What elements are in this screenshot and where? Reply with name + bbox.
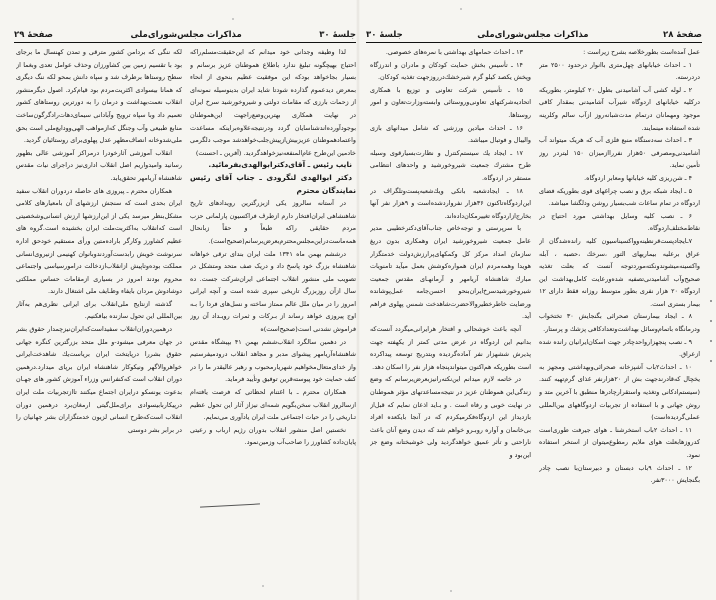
paragraph: درششم بهمن ماه ۱۳۴۱ ملت ایران بندای ترقی خواهانه شاهنشاه بزرگ خود پاسخ داد و دریک صف متحد ومتشکل در تصویب ملی منشور انقلاب اجتماعی ایران‌شرکت جست. ده سال ازآن روزبزرگ تاریخی سپری شده است و آنچه ایرانی امروز را در میان ملل عالم ممتاز ساخته و نسل‌های فردا را بـه اوج پیروزی خواهد رساند از بـرکات و ثمرات رویـداد آن روز فراموش نشدنی است(صحیح‌است)ه [190, 249, 356, 334]
list-item: ۱۰ ـ احداث۲باب آشپزخانه صحرائی‌وبهداشتی ومجهز به یخچال که‌قادرند‌جهت بش از ۲۰هزار‌نفر غذای گرم‌تهیه کنند. (سیستم‌ادکانی وتغذیه واستقرارچادرها منطبق با آخرین متد و روش جهانی و با استفاده از تجربیات اردوگاههای بین‌المللی عملی‌گردیده‌است) [539, 362, 700, 422]
paragraph: درهمین‌دوران‌انقلاب سفیداست‌که‌ایران‌نیزچمدار حقوق بشر در جهان معرفی میشود-و ملل متحد بزرگترین کنگره جهانی حقوق بشررا درپایتخت ایران بریاست‌یك شاهدخت‌ایرانی خواهروالاگهر ونیکوکار شاهنشاه ایران برپای میدارد.درهمین دوران انقلاب است که‌کنفرانس وزراء آموزش کشور های جهـان بدعوت یونسکو درایران اجتماع میکنند تاازتجربیات ملت ایران درپیکاربابیسوادی برای‌ملل‌گیتی ارمغان‌برد درهمین دوران انقلاب است‌که‌طرح انسانی لزیون خدمتگزاران بشر جهانیان را در برابر بشر دوستی [16, 325, 182, 434]
running-title: مذاکرات مجلس‌شورای‌ملی [130, 30, 242, 40]
paragraph: گذشته ازنتایج ملی‌انقلاب برای ایرانی نظری‌هم به‌آثار بین‌المللی این تحول سازنده بیافکنیم. [16, 299, 182, 321]
paragraph: با سرپرستی و توجه‌خاص جناب‌آقای‌دکترخطیبی مدیر عامل جمعیت شیروخورشید ایران وهمکاری بدون دریغ سازمان امداد مرکز کل وکمکهای‌پرارزش‌دولت خدمتگزار هویدا وهمه‌مردم ایران همواره‌کوشش بعمل میآید تامنویات مبارك شاهنشاه آریامهر و آرمانهـای مقدس جمعیت شیروخورشیدسرخ‌ایران‌بنحو احسن‌جامه عمل‌پوشانده ورضایت خاطرخطیروالاحضرت‌شاهدخت شمس پهلوی فراهم آید. [370, 224, 531, 321]
margin-marks [710, 300, 712, 362]
column-right [539, 46, 700, 570]
session-number: جلسهٔ ۳۰ [366, 30, 403, 40]
paragraph: آنچه باعث خوشحالی و افتخار هرایرانی‌میگردد آنست‌که بدانیم این اردوگاه در عرض مدتی کمتر از یکهفته جهت پذیرش ششهزار نفر آماده‌گردیده وبتدریج توسعه پیداکرده است بطوریکه هم‌اکنون میتواندپنجاه هزار نفر را اسکان دهد. [370, 325, 531, 371]
column-right [190, 46, 356, 570]
paragraph: همکاران محترم ـ پیروزی های حاصله دردوران انقلاب سفید ایران بحدی است که سنجش ارزشهای آن بامعیارهای کلامی مشکل‌بنظر میرسد یکی از این‌ارزشها ارزش انسانی‌وشخصیتی است که‌انقلاب به‌اکثریت‌ملت ایران بخشیده است.گروه های عظیم کشاورز وکارگر باراده‌متین ورأی مستقیم خودحق اداره سرنوشت خویش رابدست‌آوردندوبانوان کهنیمی ازنیروی‌انسانی مملکت بوده‌وتاپیش ازانقلاب‌ازدخالت درامورسیاسی واجتماعی محروم بودند امروز در بسیاری ازمقامات حساس مملکتی دوشادوش مردان بایفاء وظـایف ملی اشتغال دارند. [16, 186, 182, 296]
list-item: ۸ ـ ایجاد بیمارستان صحرائی بگنجایش ۳۰ تختخواب ودرمانگاه باتمام‌وسائل بهداشت‌وتعدادکافی پزشك و پرستار. [539, 312, 700, 334]
paragraph: لکه ننگی که بردامن کشور مترقی و تمدن کهنسال ما برجای بود با تقسیم زمین بین کشاورزان وحذف عوامل تعدی وبغما از سطح روستاها برطرف شد و سپاه دانش بمحو لکه ننگ دیگری که همانا بیسوادی اکثریت‌مردم بود قیام‌کرد. اصول دیگرمنشور انقلاب نعمت‌بهداشت و درمان را به دورترین روستاهای کشور تعمیم داد وبا سپاه ترویج وآبادانی سیمای‌دهات‌رادگرگون‌ساخت منابع طبیعی وآب وجنگل که‌ازمواهب الهی‌وودایع‌ملی است بحق ملی‌شدوخانه انصاف‌مظهر عدل پهلوی‌برای روستائیان گردید. [16, 48, 182, 145]
page-number: صفحهٔ ۲۹ [14, 30, 53, 40]
list-item: ۶ ـ نصب کلیه وسایل بهداشتی مورد احتیاج در نقاط‌مختلف‌اردوگاه. [539, 211, 700, 233]
scan-speck [262, 585, 264, 587]
list-item: ۴ ـ شن‌ریزی کلیه خیابانها ومعابر اردوگاه. [584, 173, 692, 182]
page-28 [358, 0, 716, 600]
list-item: ۱۸ ـ ایجادشعبه بانکی ویك‌شعبه‌پست‌وتلگراف در این‌اردوگاه‌تاکنون ۳۶هزار نفروارد‌شده‌است و ۹هزار نفر آنها بخارج‌ازاردوگاه تغییرمکان‌داده‌اند. [370, 186, 531, 220]
paragraph: در خاتمه لازم میدانم این‌نکته‌رانیزبعرض‌برسانم که وضع زندگی‌این هموطنان عزیز در نتیجه‌مساعدتهای مؤثر هموطنان در نهایت خوبی و رفاه است . و بـاید اذعان نمایم که قبل‌از بازدیداز این اردوگاه‌فکرمیکردم که در آنجا بایکعده افراد بی‌خانمان و آواره روبـرو خواهم شد که دیدن وضع آنان باعث ناراحتی و تأثر عمیق خواهدگردید ولی خوشبختانه وضع جز این‌بود و [370, 375, 531, 459]
list-item: ۱۳ ـ احداث حمامهای بهداشتی با نمره‌های خصوصی. [385, 48, 523, 56]
speaker-heading: دکتر ابوالهدی لنگرودی ـ جناب آقای رئیس نمایندگان محترم [190, 172, 356, 195]
paragraph: انقلاب آموزشی آثارخودرا درمراکز آموزشی عالی بظهور رسانید وامیدواریم اصل انقلاب اداری‌نیز دراجرای نیات مقدس شاهنشاه آریامهر تحقق‌یابد. [16, 148, 182, 182]
list-item: ۱ ـ احداث خیابانهای چهل‌متری باانوار درحدود ۲۵۰۰ متر دردرسته. [539, 60, 700, 82]
scan-speck [460, 8, 462, 10]
list-item: ۵ ـ ایجاد شبکه برق و نصب چراغهای قوی بطوریکه فضای اردوگاه در تمام ساعات شب‌بسیار روشن ودلگشا میباشد. [539, 186, 700, 208]
column-left [16, 46, 182, 570]
list-item: ۲ ـ لوله کشی آب آشامیدنی بطول ۲۰ کیلومتر، بطوریکه درکلیه خیابانهای اردوگاه شیرآب آشامیدنی بمقدار کافی موجود ومهمانان درتمام مدت‌شبانه‌روز ازآب سالم وکلرینه شده استفاده مینمایند. [539, 85, 700, 132]
text-columns [16, 46, 356, 570]
paragraph: عمل آمده‌است بطورخلاصه بشرح زیراست : [583, 48, 700, 56]
list-item: ۱۴ ـ تأسیس بخش حمایت کودکان و مادران و اندرزگاه وپخش یکصد کیلو گرم شیرخشك‌درروزجهت تغذیه کودکان. [370, 60, 531, 82]
paragraph: در آستانه سالروز یکی ازبزرگترین رویدادهای تاریخ شاهنشاهی ایران‌افتخار دارم ازطرف فراکسیون پارلمانی حزب مردم حقایقی راکه طبعاً و حقاً زبانحال همه‌ماست‌دراین‌مجلس‌محترم‌بعرض‌برسانم(صحیح‌است). [190, 199, 356, 245]
page-header [366, 24, 702, 43]
session-number: جلسهٔ ۳۰ [319, 30, 356, 40]
list-item: ۷ـایجادپست‌قرنطینه‌وواکسیناسیون کلیه رانده‌شدگان از عراق برعلیه بیماریهای التور ،سرخك ،حصبه ، آبله واکسینه‌میشوندونکته‌موردتوجه آنست که بعلت تغذیه صحیح‌وآب آشامیدنی‌تصفیه شده‌ورعایت کامل‌بهداشت این اردوگاه ۲۰ هزار نفری بطور متوسط روزانه فقط دارای ۱۲ بیمار بستری است. [539, 236, 700, 308]
paragraph: نخستین اصل منشور انقلاب بدوران رژیم ارباب و رعیتی پایان‌داده کشاورز را صاحب‌آب وزمین‌نمود. [190, 425, 356, 447]
speaker-heading: نایب رئیس ـ آقای‌دکترابوالهدی‌بفرمائید. [208, 160, 352, 170]
list-item: ۱۵ ـ تأسیس شرکت تعاونی و توزیع با همکاری اتحادیه‌شرکتهای تعاونی‌وروستائی وابسته‌وزارت‌تعاون و امور روستاها. [370, 85, 531, 119]
list-item: ۳ ـ احداث سه‌دستگاه منبع فلزی آب که هریک میتواند آب آشامیدنی‌ومصرفی ۵۰هزار نفرراازمیزان ۱۵۰ لیتردر روز تأمین نماید. [539, 136, 700, 170]
list-item: ۱۷ ـ ایجاد یك سیستم‌کنترل و نظارت‌بسیارقوی وسیله طرح مشترك جمعیت شیروخورشید و واحدهای انتظامی مستقر در اردوگاه. [370, 148, 531, 182]
list-item: ۹ ـ نصب پنجهزاروا‌حدچادر جهت اسکان‌ایرانیان رانده شده ازعراق. [539, 337, 700, 359]
page-number: صفحهٔ ۲۸ [663, 30, 702, 40]
page-header [14, 24, 356, 43]
text-columns [370, 46, 700, 570]
scan-speck [232, 18, 234, 20]
list-item: ۱۲ ـ احداث ۹باب دبستان و دبیرستان‌با نصب چادر بگنجایش ۳۰۰۰نفر. [539, 463, 700, 485]
column-left [370, 46, 531, 570]
running-title: مذاکرات مجلس‌شورای‌ملی [477, 30, 589, 40]
list-item: ۱۱ ـ احداث ۲باب استخرشنا ـ هوای جیرفت طوری‌است کدروزهابعلت هوای ملایم رمطوع‌میتوان از استخر استفاده نمود. [539, 425, 700, 459]
paragraph: در دهمین سالگرد انقلاب‌ششم بهمن ۴۱ بپیشگاه مقدس شاهنشاه‌آریامهر پیشوای مدبر و مجاهد انقلاب درودمیفرستیم واز خدای‌متعال‌مخواهیم شهریارمحبوب و رهبر عالیقدر ما را در کنف حمایت خود پیوسته‌قرین توفیق وتأیید فرماید. [190, 337, 356, 384]
paragraph: لذا وظیفه وجدانی خود میدانم که این‌حقیقت‌مسلم‌راکه احتیاج بهیچگونه تبلیغ ندارد باطلاع هموطنان عزیز برسانم و بسیار بجاخواهد بودکه این موفقیت عظیم بنحوی از انحاء بمعرض دیدعموم گذارده شودتا شاید ایران بدینوسیله نمونه‌ای از زحمات بارزی که مقامات دولتی و شیروخورشید سرخ ایران در نهایت همکاری بهترین‌وضع‌راجهت این‌هموطنان بوجودآورده‌اندشناسایان گردد ودرنتیجه‌علاوه‌براینکه مساعدت واعتمادهموطنان عزیزبیش‌ازپیش‌جلب‌خواهدشد موجب دلگرمی خادمین این‌طرح عام‌المنفعه‌نیزخواهدگردید. (آفرین ـ احسنت) [190, 48, 356, 157]
paragraph: همکاران محترم ـ با اغتنام لحظاتی که فرصت یافته‌ام ازسالروز انقلاب سخن‌بگویم شمه‌ای نیزاز آثار این تحول عظیم تـاریخی را در حیات اجتماعی ملت ایران یادآوری می‌نمایم. [190, 388, 356, 422]
list-item: ۱۶ ـ احداث میادین ورزشی که شامل میدانهای بازی والیبال و فوتبال میباشد. [370, 123, 531, 145]
scan-speck [450, 590, 452, 592]
